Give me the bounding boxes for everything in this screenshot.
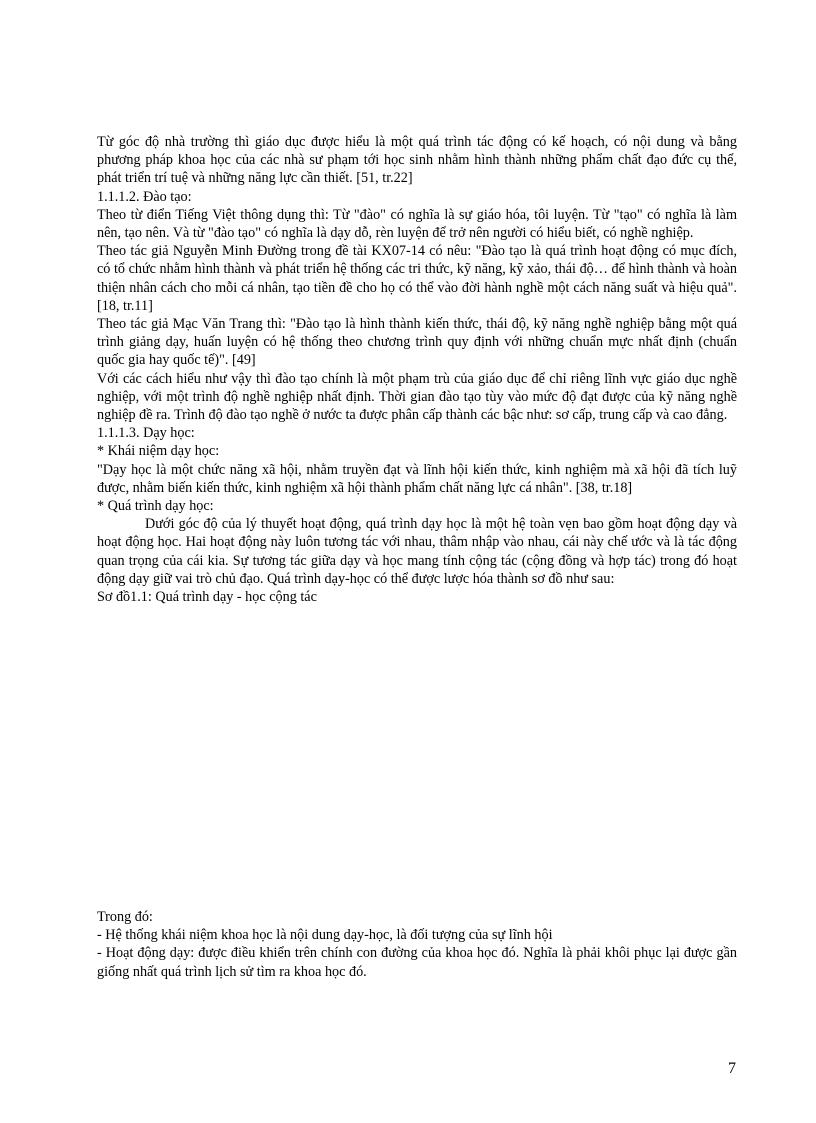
paragraph: Dưới góc độ của lý thuyết hoạt động, quá trình dạy học là một hệ toàn vẹn bao gồm hoạt động dạy và hoạt động học. Hai hoạt động này luôn tương tác với nhau, thâm nhập vào nhau, cái này chế ước và là tác động quan trọng của cái kia. Sự tương tác giữa dạy và học mang tính cộng tác (cộng đồng và hợp tác) trong đó hoạt động dạy giữ vai trò chủ đạo. Quá trình dạy-học có thể được lược hóa thành sơ đồ như sau:: [97, 516, 737, 587]
paragraph: Theo tác giả Mạc Văn Trang thì: "Đào tạo là hình thành kiến thức, thái độ, kỹ năng nghề nghiệp bằng một quá trình giảng dạy, huấn luyện có hệ thống theo chương trình quy định với những chuẩn mực nhất định (chuẩn quốc gia hay quốc tế)". [49]: [97, 316, 737, 369]
lower-text: [97, 908, 737, 981]
subheading: * Khái niệm dạy học:: [97, 443, 220, 460]
list-item: - Hệ thống khái niệm khoa học là nội dung dạy-học, là đối tượng của sự lĩnh hội: [97, 927, 553, 944]
subheading: * Quá trình dạy học:: [97, 498, 214, 515]
paragraph: Theo tác giả Nguyễn Minh Đường trong đề tài KX07-14 có nêu: "Đào tạo là quá trình hoạt động có mục đích, có tổ chức nhằm hình thành và phát triển hệ thống các tri thức, kỹ năng, kỹ xảo, thái độ… để hình thành và hoàn thiện nhân cách cho mỗi cá nhân, tạo tiền đề cho họ có thể vào đời hành nghề một cách năng suất và hiệu quả". [18, tr.11]: [97, 243, 737, 314]
list-item: - Hoạt động dạy: được điều khiển trên chính con đường của khoa học đó. Nghĩa là phải khôi phục lại được gần giống nhất quá trình lịch sử tìm ra khoa học đó.: [97, 945, 737, 980]
section-heading: 1.1.1.2. Đào tạo:: [97, 188, 192, 205]
section-heading: 1.1.1.3. Dạy học:: [97, 425, 195, 442]
page-number: 7: [728, 1060, 736, 1077]
paragraph: Trong đó:: [97, 909, 153, 925]
paragraph: "Dạy học là một chức năng xã hội, nhằm truyền đạt và lĩnh hội kiến thức, kinh nghiệm mà xã hội đã tích luỹ được, nhằm biến kiến thức, kinh nghiệm xã hội thành phẩm chất năng lực cá nhân". [38, tr.18]: [97, 461, 737, 496]
paragraph: Theo từ điển Tiếng Việt thông dụng thì: Từ "đào" có nghĩa là sự giáo hóa, tôi luyện. Từ "tạo" có nghĩa là làm nên, tạo nên. Và từ "đào tạo" có nghĩa là dạy dỗ, rèn luyện để trở nên người có hiểu biết, có nghề nghiệp.: [97, 206, 737, 242]
paragraph: Với các cách hiểu như vậy thì đào tạo chính là một phạm trù của giáo dục để chỉ riêng lĩnh vực giáo dục nghề nghiệp, với một trình độ nghề nghiệp nhất định. Thời gian đào tạo tùy vào mức độ đạt được của kỹ năng nghề nghiệp đề ra. Trình độ đào tạo nghề ở nước ta được phân cấp thành các bậc như: sơ cấp, trung cấp và cao đẳng.: [97, 370, 737, 424]
paragraph: Từ góc độ nhà trường thì giáo dục được hiểu là một quá trình tác động có kế hoạch, có nội dung và bằng phương pháp khoa học của các nhà sư phạm tới học sinh nhằm hình thành những phẩm chất đạo đức cụ thể, phát triển trí tuệ và những năng lực cần thiết. [51, tr.22]: [97, 134, 737, 187]
body-text: [97, 133, 737, 606]
diagram-caption: Sơ đồ1.1: Quá trình dạy - học cộng tác: [97, 589, 317, 606]
